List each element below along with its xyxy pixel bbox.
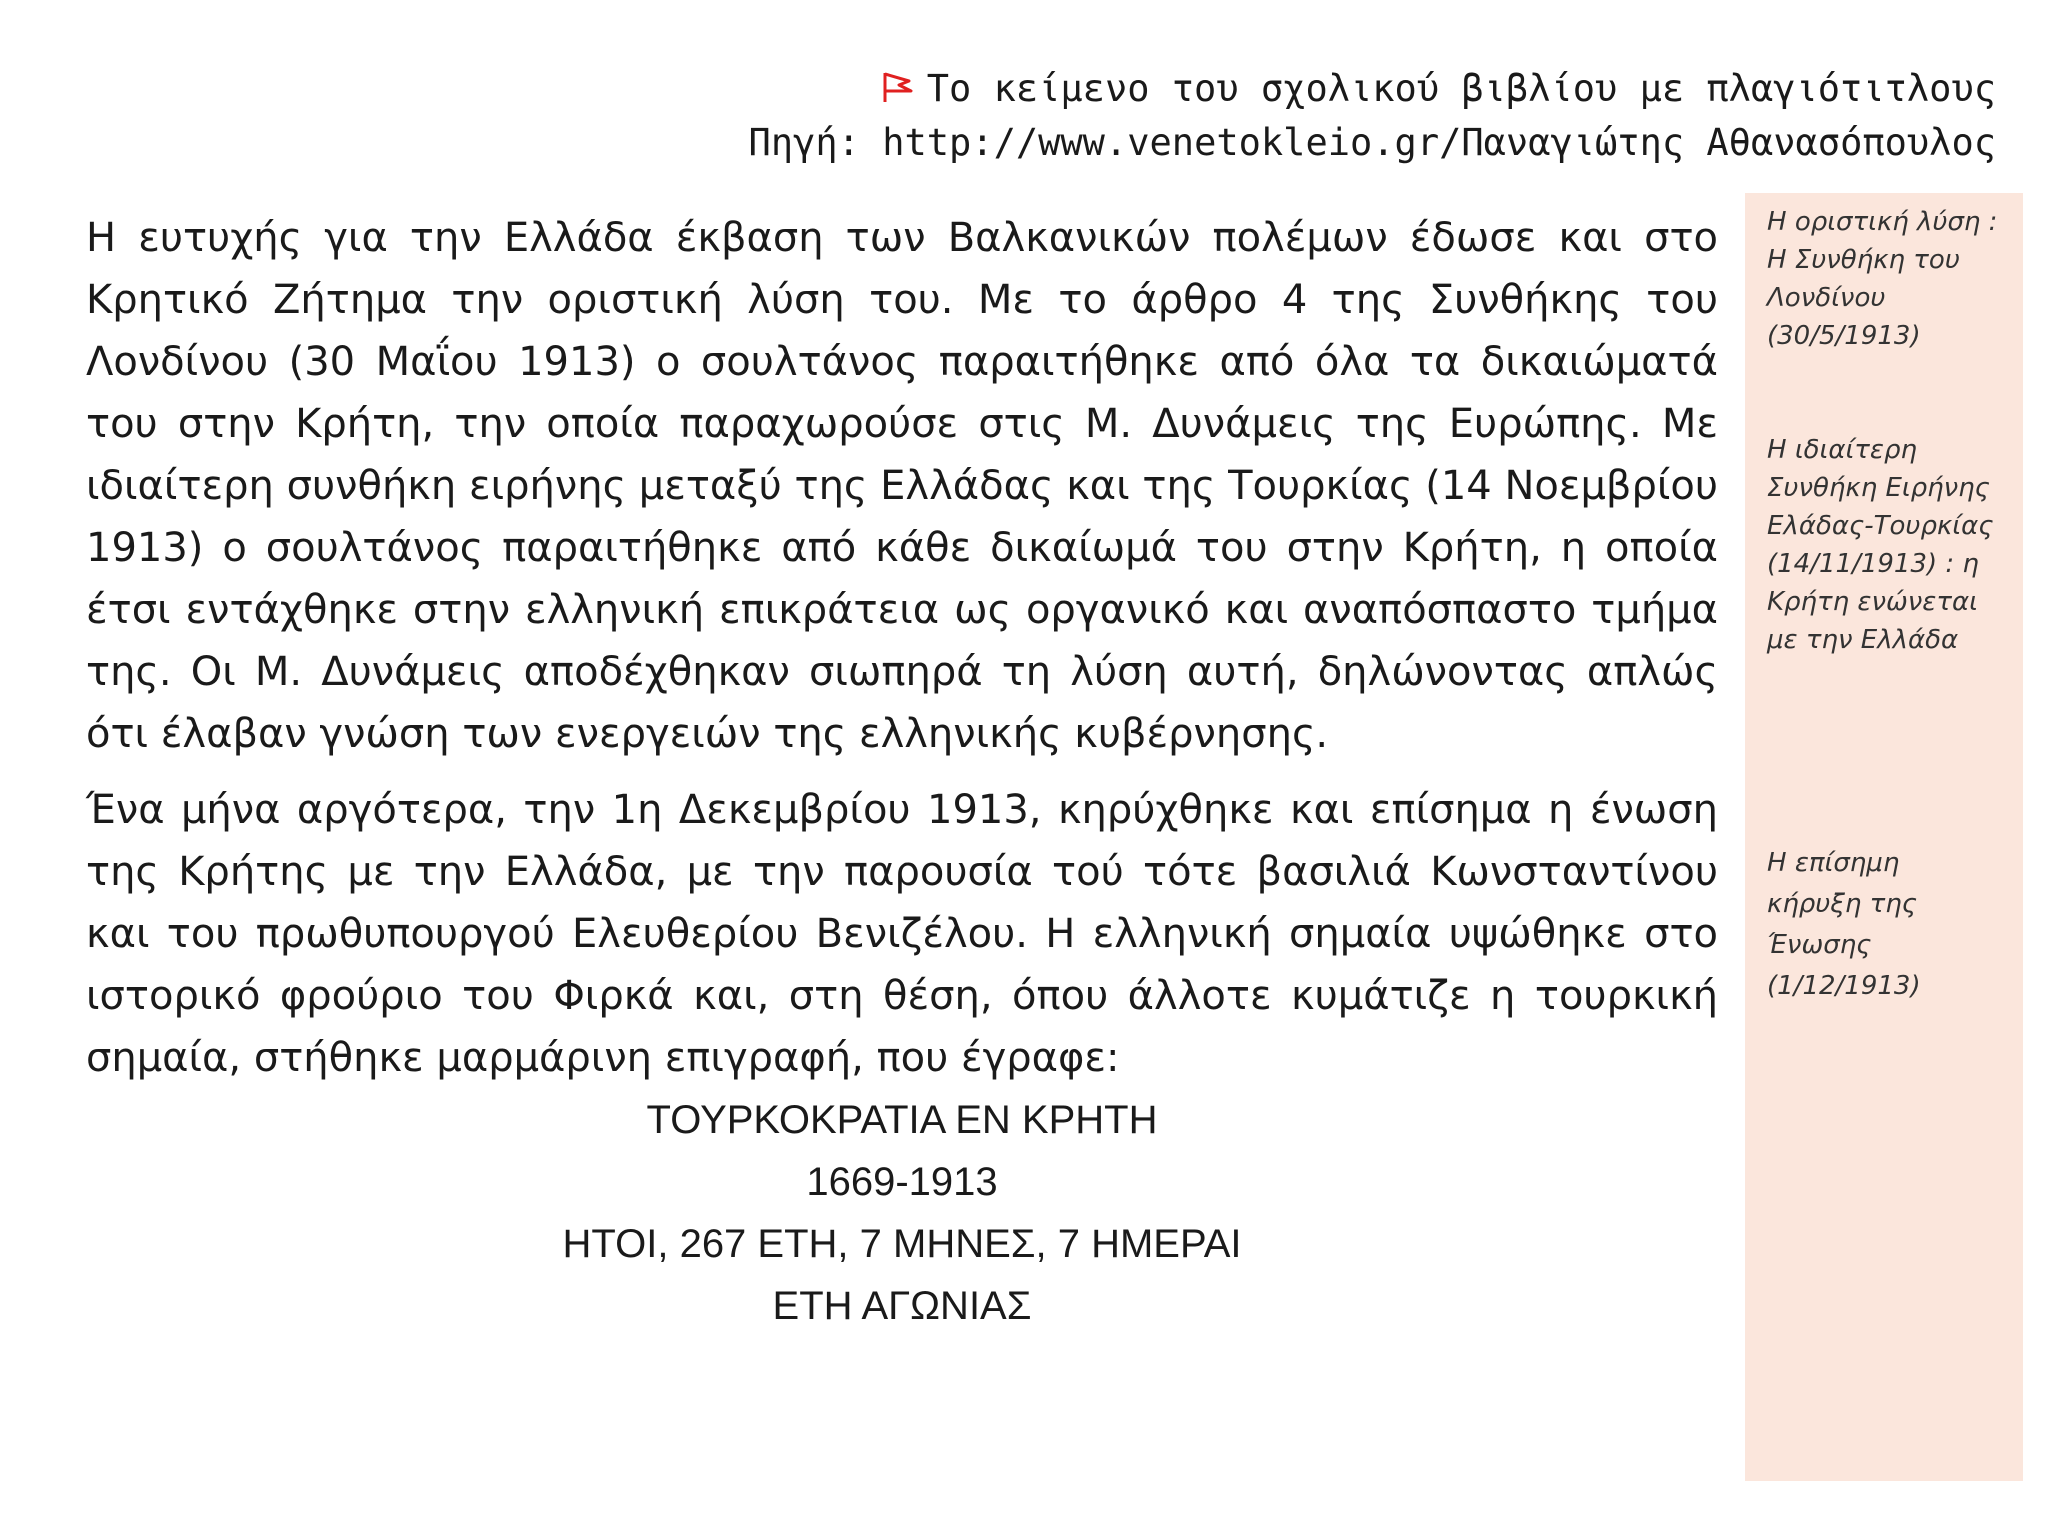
source-line: Πηγή: http://www.venetokleio.gr/Παναγιώτης Αθανασόπουλος [748,121,1996,164]
note-line: Η οριστική λύση : [1767,207,1998,237]
note-line: Ένωσης [1767,930,1872,960]
paragraph-2: Ένα μήνα αργότερα, την 1η Δεκεμβρίου 1913, κηρύχθηκε και επίσημα η ένωση της Κρήτης με την Ελλάδα, με την παρουσία τού τότε βασιλιά Κωνσταντίνου και του πρωθυπουργού Ελευθερίου Βενιζέλου. Η ελληνική σημαία υψώθηκε στο ιστορικό φρούριο του Φιρκά και, στη θέση, όπου άλλοτε κυμάτιζε η τουρκική σημαία, στήθηκε μαρμάρινη επιγραφή, που έγραφε: [86,787,1718,1081]
margin-note-union-declaration [1767,843,2019,1007]
note-line: Η επίσημη [1767,848,1900,878]
main-text [86,207,1718,1337]
page-header [496,62,1996,170]
note-line: Συνθήκη Ειρήνης [1767,473,1990,503]
inscription [86,1089,1718,1337]
margin-notes-sidebar [1745,193,2023,1481]
note-line: (14/11/1913) : η [1767,549,1979,579]
inscription-line: ΗΤΟΙ, 267 ΕΤΗ, 7 ΜΗΝΕΣ, 7 ΗΜΕΡΑΙ [562,1222,1242,1266]
note-line: (1/12/1913) [1767,971,1921,1001]
inscription-line: ΕΤΗ ΑΓΩΝΙΑΣ [772,1284,1032,1328]
note-line: με την Ελλάδα [1767,625,1959,655]
note-line: κήρυξη της [1767,889,1917,919]
note-line: Η Συνθήκη του [1767,245,1960,275]
document-title: Το κείμενο του σχολικού βιβλίου με πλαγιότιτλους [926,67,1996,110]
paragraph-1: Η ευτυχής για την Ελλάδα έκβαση των Βαλκανικών πολέμων έδωσε και στο Κρητικό Ζήτημα την οριστική λύση του. Με το άρθρο 4 της Συνθήκης του Λονδίνου (30 Μαΐου 1913) ο σουλτάνος παραιτήθηκε από όλα τα δικαιώματά του στην Κρήτη, την οποία παραχωρούσε στις Μ. Δυνάμεις της Ευρώπης. Με ιδιαίτερη συνθήκη ειρήνης μεταξύ της Ελλάδας και της Τουρκίας (14 Νοεμβρίου 1913) ο σουλτάνος παραιτήθηκε από κάθε δικαίωμά του στην Κρήτη, η οποία έτσι εντάχθηκε στην ελληνική επικράτεια ως οργανικό και αναπόσπαστο τμήμα της. Οι Μ. Δυνάμεις αποδέχθηκαν σιωπηρά τη λύση αυτή, δηλώνοντας απλώς ότι έλαβαν γνώση των ενεργειών της ελληνικής κυβέρνησης. [86,215,1718,757]
inscription-line: 1669-1913 [806,1160,998,1204]
flag-icon [879,69,915,105]
note-line: (30/5/1913) [1767,321,1921,351]
header-title-line [496,62,1996,116]
margin-note-london-treaty [1767,203,2019,355]
note-line: Η ιδιαίτερη [1767,435,1917,465]
note-line: Ελάδας-Τουρκίας [1767,511,1994,541]
note-line: Λονδίνου [1767,283,1886,313]
margin-note-peace-treaty [1767,431,2019,659]
note-line: Κρήτη ενώνεται [1767,587,1978,617]
inscription-line: ΤΟΥΡΚΟΚΡΑΤΙΑ ΕΝ ΚΡΗΤΗ [646,1098,1158,1142]
